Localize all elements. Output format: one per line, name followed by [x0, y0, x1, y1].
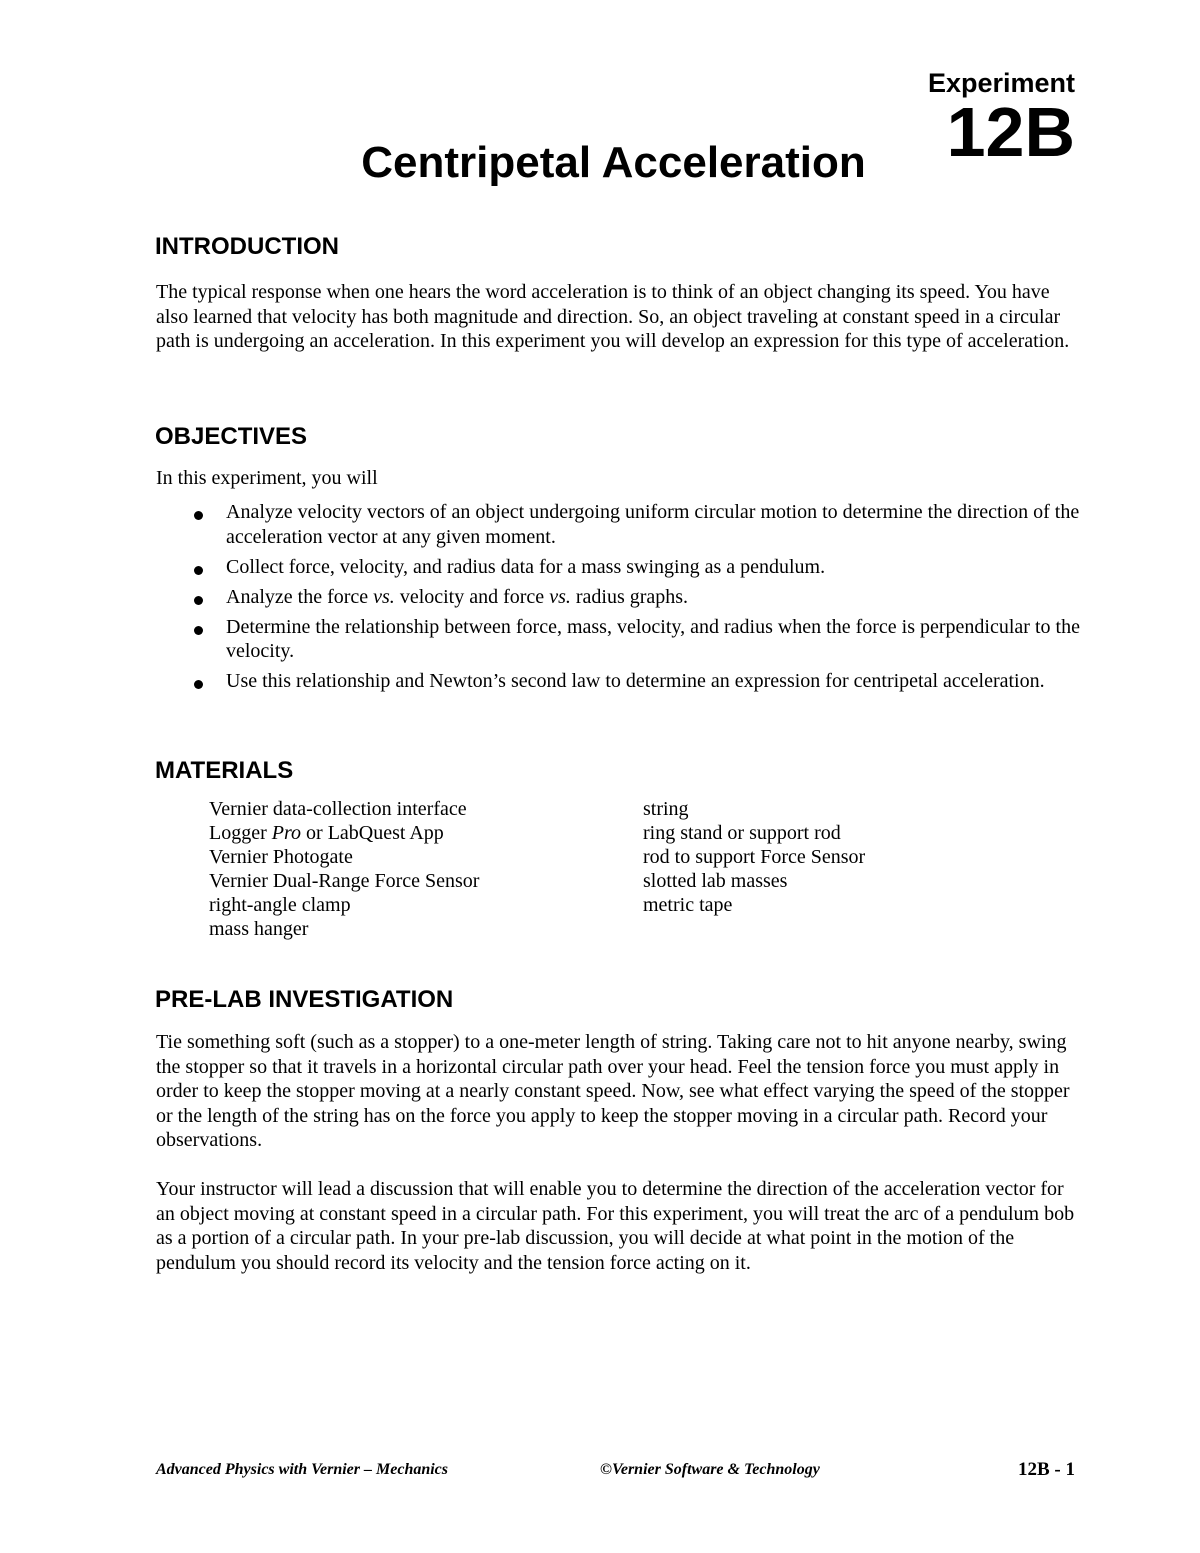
experiment-number: 12B — [946, 93, 1075, 171]
introduction-heading: INTRODUCTION — [155, 233, 339, 260]
list-item: ring stand or support rod — [643, 822, 841, 844]
objectives-heading: OBJECTIVES — [155, 423, 308, 450]
list-item: rod to support Force Sensor — [643, 846, 866, 868]
materials-list-left — [209, 797, 479, 941]
bullet-icon — [194, 680, 203, 689]
list-item: string — [643, 798, 689, 820]
list-item: Vernier Dual-Range Force Sensor — [209, 870, 480, 892]
objective-text-part: radius graphs. — [570, 585, 689, 608]
footer-copyright: ©Vernier Software & Technology — [600, 1461, 820, 1478]
objective-text-part: velocity and force — [394, 585, 550, 608]
introduction-paragraph: The typical response when one hears the word acceleration is to think of an object changing its speed. You have also learned that velocity has both magnitude and direction. So, an object traveling at constant speed in a circular path is undergoing an acceleration. In this experiment you will develop an expression for this type of acceleration. — [156, 281, 1070, 353]
objective-text: Determine the relationship between force, mass, velocity, and radius when the force is perpendicular to the velocity. — [226, 615, 1080, 663]
list-item: mass hanger — [209, 918, 309, 940]
footer-book-title: Advanced Physics with Vernier – Mechanics — [156, 1461, 449, 1478]
list-item — [190, 615, 1080, 664]
prelab-heading: PRE-LAB INVESTIGATION — [155, 986, 454, 1013]
objective-text: Analyze velocity vectors of an object undergoing uniform circular motion to determine the direction of the acceleration vector at any given moment. — [226, 501, 1080, 548]
material-text-part: Logger — [209, 822, 272, 844]
list-item: Vernier Photogate — [209, 846, 353, 868]
material-text-part: or LabQuest App — [301, 822, 444, 844]
page-number: 12B - 1 — [1018, 1459, 1075, 1480]
page-title: Centripetal Acceleration — [361, 138, 866, 187]
materials-heading: MATERIALS — [155, 757, 294, 784]
list-item: right-angle clamp — [209, 894, 351, 916]
list-item: metric tape — [643, 894, 733, 916]
bullet-icon — [194, 511, 203, 520]
list-item — [190, 585, 1080, 610]
objectives-lead: In this experiment, you will — [156, 467, 378, 489]
experiment-label: Experiment — [927, 68, 1075, 98]
prelab-paragraph: Tie something soft (such as a stopper) to a one-meter length of string. Taking care not to hit anyone nearby, swing the stopper so that it travels in a horizontal circular path over your head. Feel the tension force you must apply in order to keep the stopper moving at a nearly constant speed. Now, see what effect varying the speed of the stopper or the length of the string has on the force you apply to keep the stopper moving in a circular path. Record your observations. — [156, 1031, 1070, 1152]
bullet-icon — [194, 566, 203, 575]
material-text-emphasis: Pro — [271, 822, 302, 844]
list-item — [190, 555, 1080, 580]
objective-text-part: Analyze the force — [226, 585, 374, 608]
prelab-paragraph: Your instructor will lead a discussion that will enable you to determine the direction of the acceleration vector for an object moving at constant speed in a circular path. For this experiment, you will treat the arc of a pendulum bob as a portion of a circular path. In your pre-lab discussion, you will decide at what point in the motion of the pendulum you should record its velocity and the tension force acting on it. — [156, 1178, 1075, 1274]
objective-text: Collect force, velocity, and radius data for a mass swinging as a pendulum. — [226, 555, 826, 578]
objective-text-emphasis: vs. — [373, 585, 395, 608]
list-item: Vernier data-collection interface — [209, 798, 467, 820]
bullet-icon — [194, 626, 203, 635]
bullet-icon — [194, 596, 203, 605]
objectives-list — [190, 500, 1080, 699]
list-item — [209, 821, 479, 845]
materials-list-right — [643, 797, 865, 917]
list-item — [190, 500, 1080, 549]
list-item: slotted lab masses — [643, 870, 788, 892]
objective-text-emphasis: vs. — [549, 585, 571, 608]
objective-text: Use this relationship and Newton’s second law to determine an expression for centripetal acceleration. — [226, 670, 1045, 693]
list-item — [190, 669, 1080, 694]
